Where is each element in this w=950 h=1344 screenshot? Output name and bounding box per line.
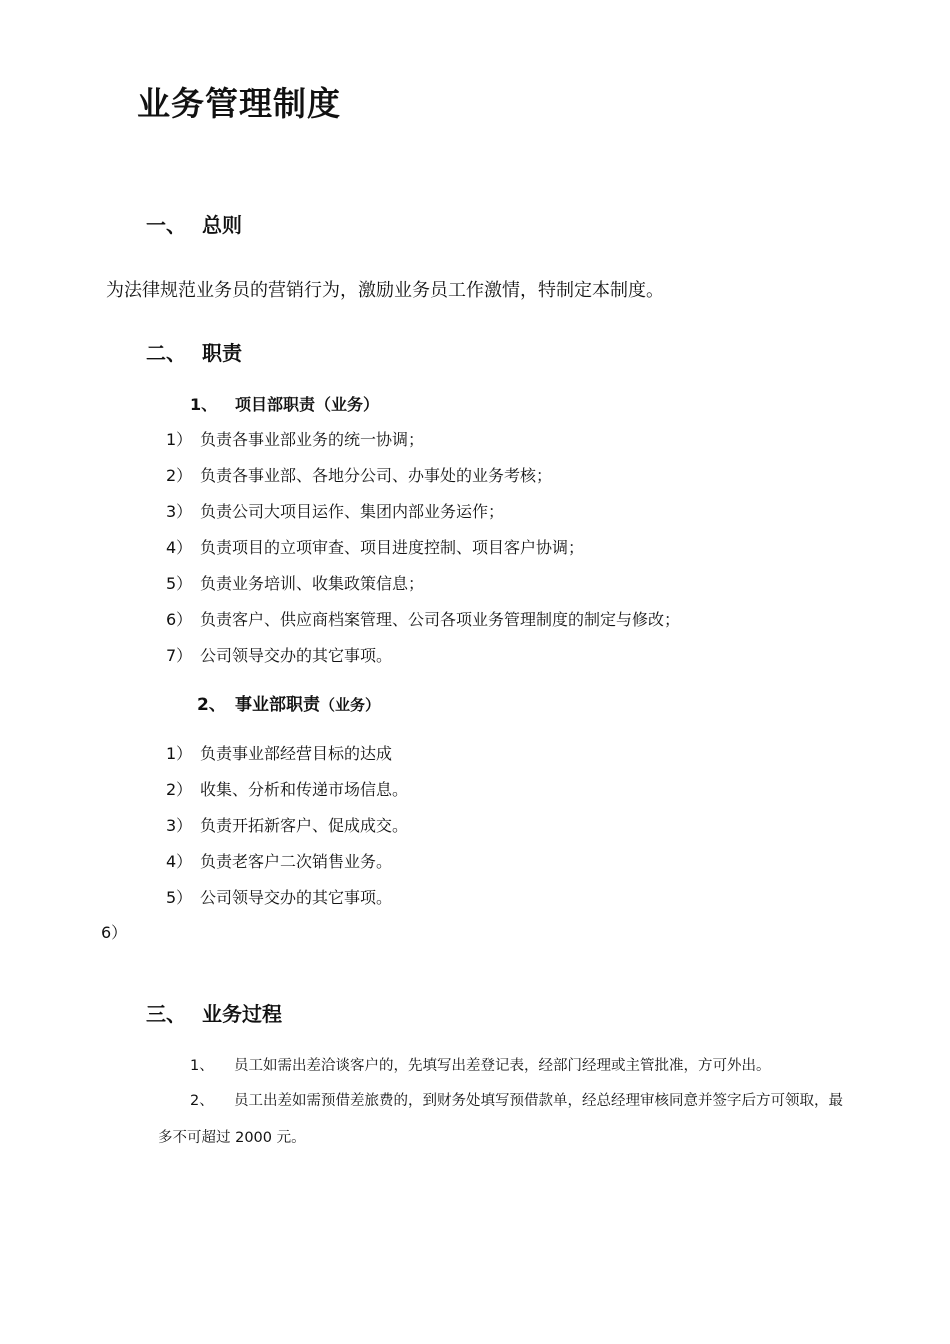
section-number: 二、 [146,341,186,365]
list-item [166,777,408,800]
process-step-text: 员工如需出差洽谈客户的，先填写出差登记表，经部门经理或主管批准，方可外出。 [234,1058,771,1074]
list-item-number: 5） [166,574,193,593]
list-item-number: 3） [166,502,193,521]
list-item-number: 7） [166,646,193,665]
section-heading-business-process [146,998,282,1027]
list-item-number: 6） [166,610,193,629]
list-item-number: 4） [166,538,193,557]
list-item [166,427,424,450]
process-step [190,1054,771,1075]
list-item [166,813,408,836]
list-item [166,741,392,764]
list-item [166,499,504,522]
process-step-number: 1、 [190,1058,214,1074]
section-title: 职责 [202,341,242,365]
document-title: 业务管理制度 [137,84,341,123]
list-item-text: 负责项目的立项审查、项目进度控制、项目客户协调； [200,538,585,557]
list-item-text: 负责事业部经营目标的达成 [200,744,393,763]
subsection-title: 事业部职责 [235,695,320,715]
section-title: 业务过程 [202,1002,282,1026]
subsection-number: 2、 [197,695,226,715]
list-item-text: 负责业务培训、收集政策信息； [200,574,425,593]
subsection-title: 项目部职责（业务） [235,395,380,414]
list-item-text: 负责各事业部业务的统一协调； [200,430,425,449]
list-item-number: 3） [166,816,193,835]
general-paragraph: 为法律规范业务员的营销行为，激励业务员工作激情，特制定本制度。 [106,280,664,301]
list-item-text: 公司领导交办的其它事项。 [200,888,393,907]
section-number: 一、 [146,213,186,237]
list-item-text: 负责各事业部、各地分公司、办事处的业务考核； [200,466,553,485]
list-item-text: 负责公司大项目运作、集团内部业务运作； [200,502,505,521]
section-title: 总则 [202,213,242,237]
list-item-text: 负责老客户二次销售业务。 [200,852,393,871]
orphan-list-number: 6） [101,923,128,942]
list-item-number: 1） [166,744,193,763]
subsection-heading-business-unit [197,690,380,715]
list-item [166,463,552,486]
list-item-number: 2） [166,466,193,485]
list-item [166,607,680,630]
list-item [166,643,392,666]
list-item [166,849,392,872]
subsection-title-suffix: （业务） [320,696,381,714]
process-step [190,1089,843,1110]
list-item-number: 4） [166,852,193,871]
process-step-text: 员工出差如需预借差旅费的，到财务处填写预借款单，经总经理审核同意并签字后方可领取，最 [234,1093,843,1109]
list-item-text: 收集、分析和传递市场信息。 [200,780,409,799]
list-item-number: 1） [166,430,193,449]
list-item [166,535,584,558]
section-heading-general [146,209,242,238]
list-item [166,885,392,908]
list-item-number: 5） [166,888,193,907]
process-step-continuation: 多不可超过 2000 元。 [158,1130,306,1146]
list-item-number: 2） [166,780,193,799]
subsection-heading-project-dept [190,392,379,415]
section-number: 三、 [146,1002,186,1026]
section-heading-duties [146,337,242,366]
subsection-number: 1、 [190,395,218,414]
list-item [166,571,424,594]
list-item-text: 负责客户、供应商档案管理、公司各项业务管理制度的制定与修改； [200,610,681,629]
list-item-text: 负责开拓新客户、促成成交。 [200,816,409,835]
list-item-text: 公司领导交办的其它事项。 [200,646,393,665]
process-step-number: 2、 [190,1093,214,1109]
